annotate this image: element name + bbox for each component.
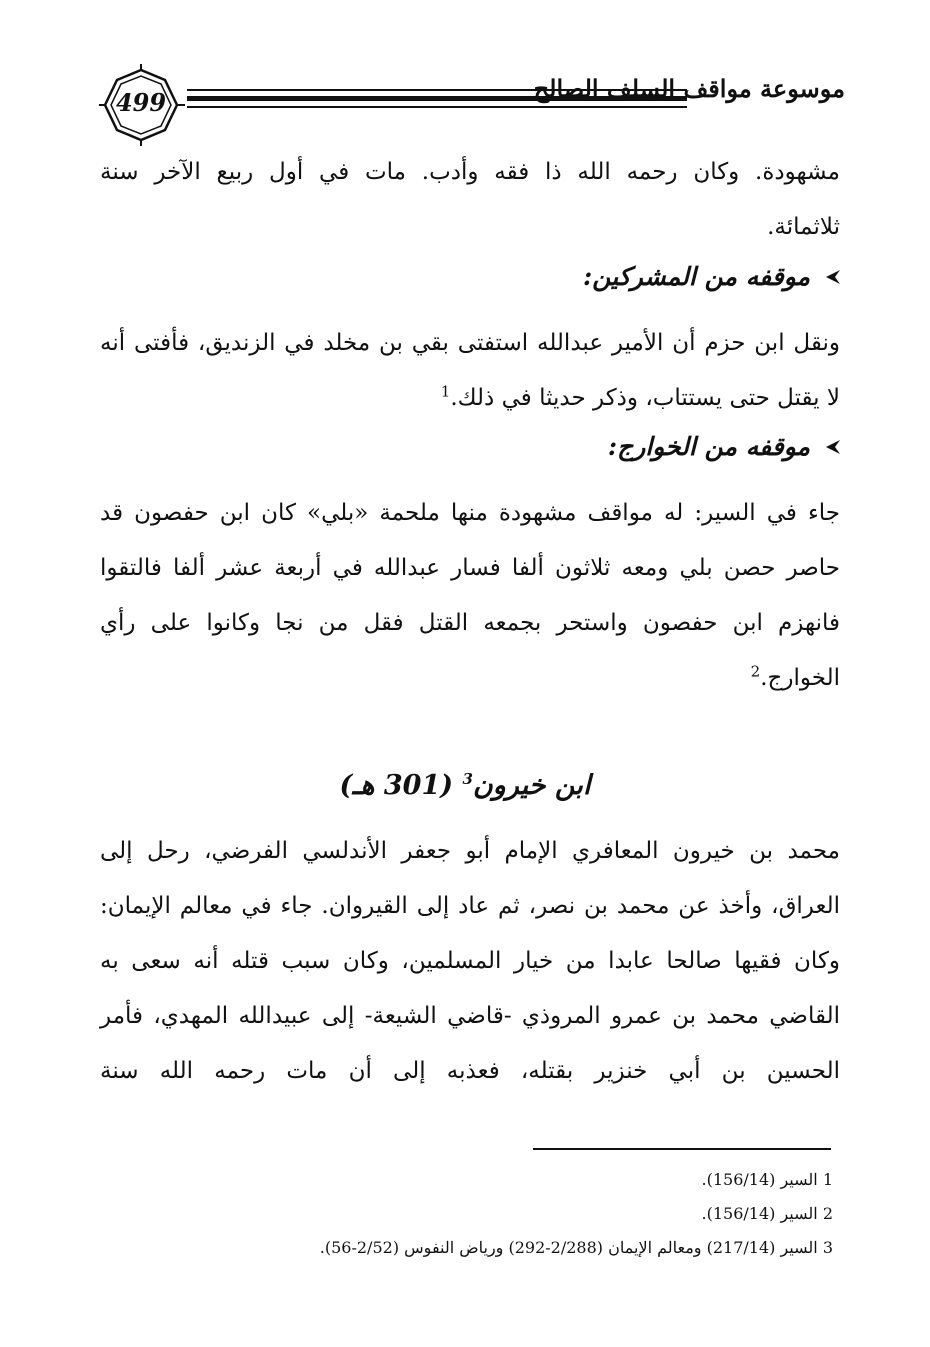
- footnote-ref: 2: [750, 662, 761, 681]
- title-date: (301 هـ): [339, 770, 454, 801]
- section-heading-polytheists: [583, 262, 842, 291]
- header-rule: [187, 106, 687, 108]
- paragraph-4: [100, 824, 840, 1099]
- footnote-separator: [533, 1148, 831, 1150]
- section-heading-khawarij: [608, 432, 842, 461]
- paragraph-3: [100, 486, 840, 706]
- paragraph-text: ونقل ابن حزم أن الأمير عبدالله استفتى بقي بن مخلد في الزنديق، فأفتى أنه لا يقتل حتى يستتاب، وذكر حديثا في ذلك.: [100, 330, 840, 411]
- page-number: 499: [115, 88, 167, 117]
- page-header: [95, 62, 845, 148]
- footnote-item: 3 السير (217/14) ومعالم الإيمان (2/288-292) ورياض النفوس (2/52-56).: [319, 1238, 833, 1257]
- paragraph-line: ثلاثمائة.: [767, 214, 840, 240]
- title-name: ابن خيرون: [472, 770, 591, 801]
- paragraph-line: مشهودة. وكان رحمه الله ذا فقه وأدب. مات في أول ربيع الآخر سنة: [100, 159, 840, 185]
- arrowhead-icon: [824, 438, 842, 456]
- footnote-ref: 3: [462, 770, 473, 788]
- footnote-item: 1 السير (156/14).: [701, 1170, 833, 1189]
- page-number-badge: [95, 62, 187, 148]
- footnote-ref: 1: [440, 382, 451, 401]
- heading-text: موقفه من المشركين:: [583, 262, 810, 291]
- paragraph-2: [100, 316, 840, 426]
- paragraph-body: [100, 316, 840, 426]
- heading-text: موقفه من الخوارج:: [607, 432, 810, 461]
- paragraph-body: [100, 486, 840, 706]
- footnote-item: 2 السير (156/14).: [701, 1204, 833, 1223]
- paragraph-text: جاء في السير: له مواقف مشهودة منها ملحمة «بلي» كان ابن حفصون قد حاصر حصن بلي ومعه ثلاثون ألفا فسار عبدالله في أربعة عشر ألفا فالتقوا فانهزم ابن حفصون واستحر بجمعه القتل فقل من نجا وكانوا على رأي الخوارج.: [100, 500, 840, 691]
- footnotes: [273, 1163, 833, 1265]
- biography-title: [0, 770, 930, 801]
- paragraph-text: محمد بن خيرون المعافري الإمام أبو جعفر الأندلسي الفرضي، رحل إلى العراق، وأخذ عن محمد بن نصر، ثم عاد إلى القيروان. جاء في معالم الإيمان: وكان فقيها صالحا عابدا من خيار المسلمين، وكان سبب قتله أنه سعى به القاضي محمد بن عمرو المروذي -قاضي الشيعة- إلى عبيدالله المهدي، فأمر الحسين بن أبي خنزير بقتله، فعذبه إلى أن مات رحمه الله سنة: [100, 838, 840, 1084]
- paragraph-1: [100, 145, 840, 255]
- arrowhead-icon: [824, 268, 842, 286]
- series-title: موسوعة مواقف السلف الصالح: [533, 74, 845, 103]
